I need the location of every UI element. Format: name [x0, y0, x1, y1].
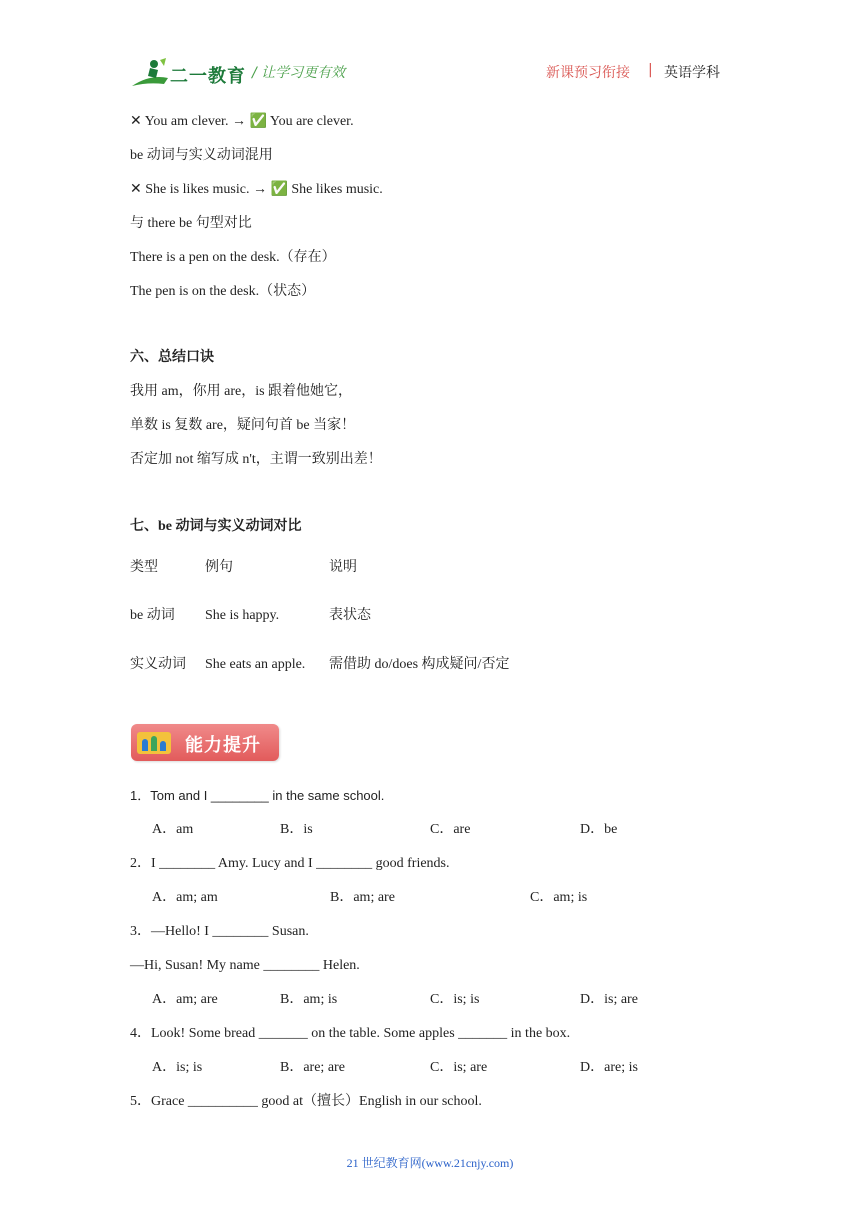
table-cell: be 动词 [130, 608, 175, 623]
option: D．are; is [580, 1060, 638, 1075]
footer-link[interactable]: 21 世纪教育网(www.21cnjy.com) [346, 1156, 514, 1170]
table-cell: She is happy. [205, 608, 280, 623]
option: C．am; is [530, 890, 588, 905]
text-line: The pen is on the desk.（状态） [130, 284, 316, 299]
option: B．is [280, 822, 313, 837]
table-header-cell: 例句 [205, 560, 233, 575]
option: D．is; are [580, 992, 638, 1007]
question-stem: 1．Tom and I ________ in the same school. [130, 788, 385, 803]
chart-icon [137, 732, 171, 754]
rhyme-line: 我用 am，你用 are，is 跟着他她它， [130, 384, 353, 399]
table-header-cell: 说明 [329, 560, 357, 575]
text-line: ✕ You am clever. → ✅ You are clever. [130, 114, 354, 129]
header-separator: | [648, 62, 653, 78]
table-header-cell: 类型 [130, 560, 158, 575]
badge-label: 能力提升 [185, 735, 261, 756]
text-line: 与 there be 句型对比 [130, 216, 252, 231]
table-cell: She eats an apple. [205, 657, 306, 672]
table-cell: 表状态 [329, 608, 371, 623]
text-line: ✕ She is likes music. → ✅ She likes music. [130, 182, 383, 197]
header-course-label: 新课预习衔接 [546, 65, 630, 81]
rhyme-line: 单数 is 复数 are，疑问句首 be 当家！ [130, 418, 356, 433]
option: A．am [152, 822, 194, 837]
option: B．am; is [280, 992, 338, 1007]
table-cell: 需借助 do/does 构成疑问/否定 [329, 657, 510, 672]
option: A．is; is [152, 1060, 203, 1075]
option: B．are; are [280, 1060, 345, 1075]
question-stem: 5．Grace __________ good at（擅长）English in our school. [130, 1094, 482, 1109]
question-stem: 4．Look! Some bread _______ on the table. Some apples _______ in the box. [130, 1026, 571, 1041]
question-stem: 3．—Hello! I ________ Susan. [130, 924, 309, 939]
section-heading: 六、总结口诀 [130, 350, 214, 365]
option: B．am; are [330, 890, 395, 905]
option: D．be [580, 822, 618, 837]
option: A．am; are [152, 992, 218, 1007]
text-line: be 动词与实义动词混用 [130, 148, 273, 163]
option: C．is; are [430, 1060, 488, 1075]
text-line: There is a pen on the desk.（存在） [130, 250, 336, 265]
rhyme-line: 否定加 not 缩写成 n't，主谓一致别出差！ [130, 452, 382, 467]
question-stem: —Hi, Susan! My name ________ Helen. [130, 958, 360, 973]
table-cell: 实义动词 [130, 657, 186, 672]
question-stem: 2．I ________ Amy. Lucy and I ________ good friends. [130, 856, 450, 871]
ability-badge [131, 724, 279, 761]
header-subject-label: 英语学科 [664, 65, 720, 81]
logo-text: 二一教育 [170, 66, 246, 87]
option: C．are [430, 822, 471, 837]
option: C．is; is [430, 992, 480, 1007]
section-heading: 七、be 动词与实义动词对比 [130, 519, 302, 534]
option: A．am; am [152, 890, 218, 905]
slogan: / 让学习更有效 [252, 65, 346, 81]
